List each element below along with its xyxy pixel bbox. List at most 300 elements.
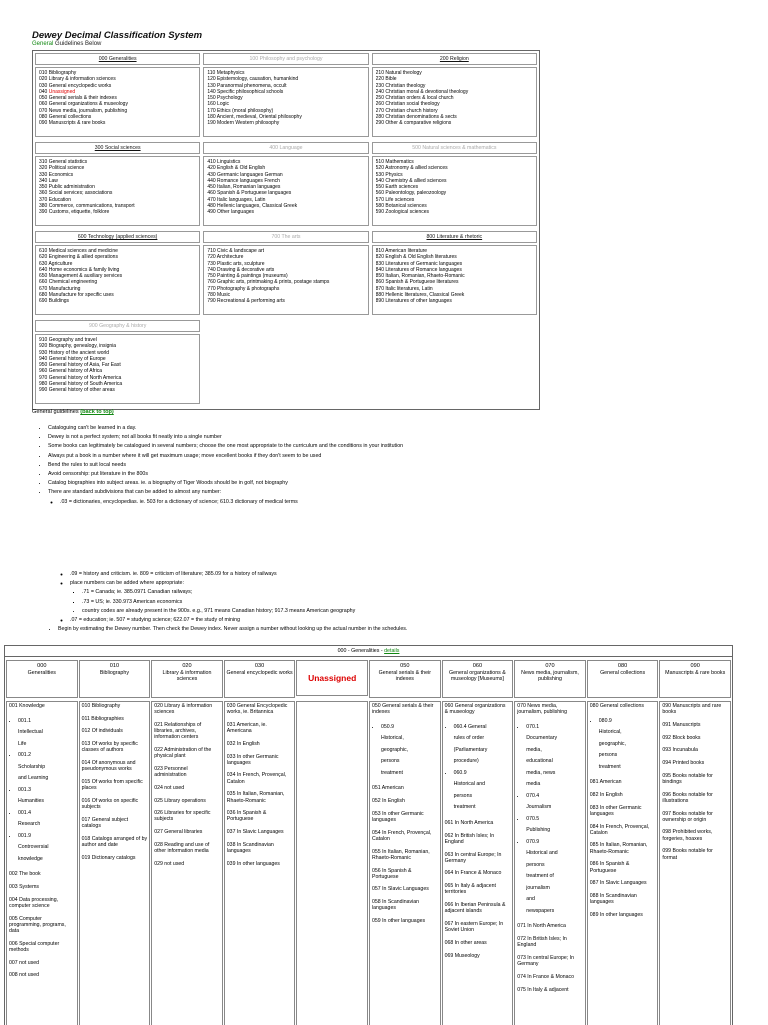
class-line: 610 Medical sciences and medicine xyxy=(39,248,118,254)
class-line: 560 Paleontology, paleozoology xyxy=(375,190,447,197)
detail-column-090 xyxy=(659,701,731,1025)
class-heading-500[interactable]: 500 Natural sciences & mathematics xyxy=(372,142,537,154)
class-line: 240 Christian moral & devotional theology xyxy=(375,88,469,95)
class-line: 470 Italic languages, Latin xyxy=(207,196,266,203)
detail-sublist xyxy=(590,716,656,774)
detail-entry: 034 In French, Provençal, Catalon xyxy=(226,772,287,785)
detail-sublist xyxy=(517,722,583,918)
detail-entry: 024 not used xyxy=(154,784,185,791)
detail-subentry: Publishing xyxy=(526,827,551,834)
detail-subentry: • 060.9 xyxy=(454,768,511,780)
detail-entry: 037 In Slavic Languages xyxy=(226,829,284,836)
detail-entry: 022 Administration of the physical plant xyxy=(154,747,212,760)
unassigned-label: Unassigned xyxy=(48,88,76,95)
detail-subentry: Research xyxy=(18,821,41,828)
list-item xyxy=(70,579,608,616)
detail-entry: 080 General collections xyxy=(589,703,645,709)
detail-entry: 075 In Italy & adjacent xyxy=(517,986,569,993)
list-item: • Catalog biographies into subject areas. ie. a biography of Tiger Woods should be in golf, not biography xyxy=(48,479,608,488)
detail-entry: 029 not used xyxy=(154,860,185,867)
class-line: 580 Botanical sciences xyxy=(375,203,427,210)
detail-entry: 026 Libraries for specific subjects xyxy=(154,810,211,823)
detail-subentry: Historical, xyxy=(380,735,404,742)
detail-entry: 033 In other Germanic languages xyxy=(226,753,279,766)
detail-entry: 054 In French, Provençal, Catalon xyxy=(371,829,432,842)
detail-entry: 006 Special computer methods xyxy=(9,940,60,953)
class-line: 310 General statistics xyxy=(39,159,88,165)
class-list-100 xyxy=(203,67,368,137)
class-line: 730 Plastic arts, sculpture xyxy=(207,260,265,267)
detail-entry: 072 In British Isles; In England xyxy=(517,936,567,949)
detail-subentry: Historical and xyxy=(526,850,558,857)
list-item: • Bend the rules to suit local needs xyxy=(48,461,608,470)
detail-sublist xyxy=(9,716,75,866)
class-list-300 xyxy=(35,156,200,226)
detail-entry: 061 In North America xyxy=(444,819,494,826)
detail-subentry: and xyxy=(526,896,535,903)
detail-col-code: 090 xyxy=(690,663,700,669)
detail-entry: 018 Catalogs arranged of by author and date xyxy=(81,835,148,848)
class-line: 460 Spanish & Portuguese languages xyxy=(207,190,292,197)
list-item: • Always put a book in a number where it will get maximum usage; move excellent books if they don't seem to be used xyxy=(48,452,608,461)
detail-col-name: Library & information sciences xyxy=(162,669,212,682)
detail-subentry: (Parliamentary xyxy=(453,746,488,753)
detail-col-name: News media, journalism, publishing xyxy=(521,669,579,682)
detail-entry: 083 In other Germanic languages xyxy=(589,804,642,817)
detail-subentry: media, news xyxy=(526,769,556,776)
class-heading-300[interactable]: 300 Social sciences xyxy=(35,142,200,154)
detail-entry: 030 General Encyclopedic works, ie. Britannica xyxy=(226,703,288,716)
detail-entry: 004 Data processing, computer science xyxy=(9,896,59,909)
detail-column-080 xyxy=(587,701,659,1025)
detail-entry: 031 American, ie. Americana xyxy=(226,721,267,735)
class-line: 620 Engineering & allied operations xyxy=(39,254,118,261)
detail-subentry: Life xyxy=(18,740,27,747)
class-list-500 xyxy=(372,156,537,226)
detail-entry: 017 General subject catalogs xyxy=(81,816,129,829)
detail-entry: 095 Books notable for bindings xyxy=(662,772,713,785)
detail-column-020 xyxy=(151,701,223,1025)
detail-col-code: 030 xyxy=(254,663,265,669)
detail-entry: 062 In British Isles; In England xyxy=(444,832,495,845)
detail-entry: 023 Personnel administration xyxy=(154,765,188,779)
detail-col-name: Manuscripts & rare books xyxy=(665,669,726,676)
class-line: 420 English & Old English xyxy=(207,165,266,172)
detail-banner-text: 000 - Generalities - xyxy=(337,648,385,654)
detail-body-row xyxy=(6,701,731,1025)
detail-entry: 066 In Iberian Peninsula & adjacent islands xyxy=(444,902,506,915)
class-line: 050 General serials & their indexes xyxy=(39,95,117,102)
empty-cell xyxy=(203,334,368,407)
class-line: 930 History of the ancient world xyxy=(39,349,110,356)
detail-entry: 039 In other languages xyxy=(226,860,280,867)
detail-subentry: • 001.4 xyxy=(18,808,75,820)
detail-entry: 020 Library & information sciences xyxy=(154,703,213,716)
class-line: 070 News media, journalism, publishing xyxy=(39,107,128,114)
list-item: • Dewey is not a perfect system; not all books fit neatly into a single number xyxy=(48,433,608,442)
class-line: 210 Natural theology xyxy=(375,70,422,76)
class-code: 040 xyxy=(39,88,49,95)
class-line: 330 Economics xyxy=(39,171,74,178)
detail-subentry: treatment of xyxy=(526,873,554,880)
detail-subentry: Controversial xyxy=(18,844,49,851)
detail-subentry: Humanities xyxy=(18,798,44,805)
class-list-000 xyxy=(35,67,200,137)
detail-entry: 073 In central Europe; In Germany xyxy=(517,955,574,968)
page-title: Dewey Decimal Classification System xyxy=(32,30,203,41)
detail-entry: 086 In Spanish & Portuguese xyxy=(589,861,630,874)
detail-subentry: and Learning xyxy=(18,775,49,782)
detail-entry: 060 General organizations & museology xyxy=(444,703,506,716)
list-item: • There are standard subdivisions that can be added to almost any number: xyxy=(48,488,608,497)
detail-entry: 015 Of works from specific places xyxy=(81,778,143,792)
class-line: 530 Physics xyxy=(375,171,403,178)
class-line: 480 Hellenic languages, Classical Greek xyxy=(207,203,298,210)
class-line: 720 Architecture xyxy=(207,254,244,261)
detail-sublist xyxy=(372,722,438,780)
detail-col-header-040: Unassigned xyxy=(296,660,368,696)
list-item: • Some books can legitimately be catalogued in several numbers; choose the one most appropriate to the curriculum and the conditions in your institution xyxy=(48,442,608,451)
detail-subentry: • 001.1 xyxy=(18,716,75,728)
detail-col-name: General organizations & museology [Museums] xyxy=(448,669,506,682)
guidelines-heading xyxy=(32,409,114,415)
detail-entry: 085 In Italian, Romanian, Rhaeto-Romanic xyxy=(589,842,648,855)
class-line: 940 General history of Europe xyxy=(39,355,106,362)
detail-entry: 092 Block books xyxy=(662,734,701,741)
list-item: ◦ .03 = dictionaries, encyclopedias. ie. 503 for a dictionary of science; 610.3 dictionary of medical terms xyxy=(60,498,608,507)
class-line: 640 Home economics & family living xyxy=(39,266,120,273)
list-item: ▪ .71 = Canada; ie. 385.0971 Canadian railways; xyxy=(82,588,608,597)
class-line: 250 Christian orders & local church xyxy=(375,95,454,102)
class-heading-800[interactable]: 800 Literature & rhetoric xyxy=(372,231,537,243)
detail-entry: 036 In Spanish & Portuguese xyxy=(226,810,267,823)
class-list-800 xyxy=(372,245,537,315)
detail-col-header-050 xyxy=(369,660,441,698)
class-line: 740 Drawing & decorative arts xyxy=(207,266,275,273)
detail-entry: 013 Of works by specific classes of authors xyxy=(81,741,138,754)
class-line: 770 Photography & photographs xyxy=(207,285,280,292)
detail-subentry: • 001.9 xyxy=(18,831,75,843)
detail-entry: 035 In Italian, Romanian, Rhaeto-Romanic xyxy=(226,791,285,804)
detail-entry: 038 In Scandinavian languages xyxy=(226,841,274,855)
list-item-text: place numbers can be added where appropriate: xyxy=(70,580,184,587)
class-line: 110 Metaphysics xyxy=(207,70,245,76)
class-line: 320 Political science xyxy=(39,165,85,172)
detail-entry: 002 The book xyxy=(9,871,41,878)
detail-entry: 007 not used xyxy=(9,959,39,966)
detail-entry: 016 Of works on specific subjects xyxy=(81,797,139,811)
detail-subentry: treatment xyxy=(598,763,621,770)
guidelines-list xyxy=(38,424,608,507)
detail-header-row xyxy=(6,660,731,698)
class-heading-000[interactable]: 000 Generalities xyxy=(35,53,200,65)
detail-entry: 098 Prohibited works, forgeries, hoaxes xyxy=(662,829,713,842)
detail-entry: 051 American xyxy=(371,785,404,792)
detail-subentry: Intellectual xyxy=(18,729,43,736)
page-subtitle xyxy=(32,41,101,47)
detail-col-header-010 xyxy=(79,660,151,698)
detail-entry: 093 Incunabula xyxy=(662,747,698,754)
detail-sublist xyxy=(445,722,511,814)
class-line: 590 Zoological sciences xyxy=(375,209,430,216)
class-line: 150 Psychology xyxy=(207,95,243,102)
class-heading-100[interactable]: 100 Philosophy and psychology xyxy=(203,53,368,65)
detail-entry: 056 In Spanish & Portuguese xyxy=(371,867,412,880)
detail-entry: 055 In Italian, Romanian, Rhaeto-Romanic xyxy=(371,848,430,861)
list-item xyxy=(48,570,608,625)
class-heading-900[interactable]: 900 Geography & history xyxy=(35,320,200,332)
detail-banner xyxy=(5,646,732,657)
list-item: • Avoid censorship: put literature in the 800s xyxy=(48,470,608,479)
detail-col-header-090 xyxy=(659,660,731,698)
empty-cell xyxy=(372,334,537,407)
class-line: 570 Life sciences xyxy=(375,196,415,203)
detail-col-header-000 xyxy=(6,660,78,698)
class-heading-600[interactable]: 600 Technology (applied sciences) xyxy=(35,231,200,243)
class-line: 370 Education xyxy=(39,196,71,203)
class-line: 980 General history of South America xyxy=(39,381,123,388)
detail-col-code: 050 xyxy=(400,663,410,669)
class-line: 020 Library & information sciences xyxy=(39,76,116,83)
detail-entry: 011 Bibliographies xyxy=(81,715,124,722)
class-line: 920 Biography, genealogy, insignia xyxy=(39,343,117,350)
detail-entry: 003 Systems xyxy=(9,883,39,890)
detail-subentry: Historical and xyxy=(453,781,486,788)
class-line: 670 Manufacturing xyxy=(39,285,81,292)
detail-column-000 xyxy=(6,701,78,1025)
detail-subentry: knowledge xyxy=(18,855,43,862)
class-line: 830 Literatures of Germanic languages xyxy=(375,260,463,267)
detail-col-code: 080 xyxy=(617,663,628,669)
class-line: 680 Manufacture for specific uses xyxy=(39,292,114,299)
class-line: 540 Chemistry & allied sciences xyxy=(375,177,447,184)
detail-entry: 094 Printed books xyxy=(662,760,705,767)
class-line: 090 Manuscripts & rare books xyxy=(39,120,106,127)
detail-col-code: 060 xyxy=(472,663,483,669)
detail-entry: 096 Books notable for illustrations xyxy=(662,791,713,804)
detail-entry: 068 In other areas xyxy=(444,939,487,946)
list-item: • country codes are already present in the 900s. e.g., 971 means Canadian history; 917.3 means American geography xyxy=(82,607,608,616)
class-list-900 xyxy=(35,334,200,404)
detail-col-header-060 xyxy=(442,660,514,698)
detail-subentry: media xyxy=(526,781,541,788)
class-line: 760 Graphic arts, printmaking & prints, postage stamps xyxy=(207,279,330,286)
detail-entry: 084 In French, Provençal, Catalon xyxy=(589,823,650,836)
class-line: 960 General history of Africa xyxy=(39,368,103,375)
detail-entry: 074 In France & Monaco xyxy=(517,973,574,980)
detail-subentry: newspapers xyxy=(526,907,555,914)
detail-entry: 067 In eastern Europe; In Soviet Union xyxy=(444,920,504,934)
detail-entry: 008 not used xyxy=(9,972,39,979)
empty-cell xyxy=(372,320,537,332)
detail-subentry: treatment xyxy=(453,804,476,811)
detail-col-name: General collections xyxy=(600,669,646,676)
class-line: 160 Logic xyxy=(207,101,230,108)
detail-subentry: media, xyxy=(526,746,542,753)
overview-grid xyxy=(32,50,540,410)
detail-col-code: 010 xyxy=(109,663,120,669)
class-line: 840 Literatures of Romance languages xyxy=(375,266,462,273)
list-item: ▪ .73 = US; ie. 330.973 American economics xyxy=(82,598,608,607)
class-line: 440 Romance languages French xyxy=(207,177,280,184)
detail-entry: 028 Reading and use of other information media xyxy=(154,841,210,855)
class-line: 130 Paranormal phenomena, occult xyxy=(207,82,287,89)
detail-column-060 xyxy=(442,701,514,1025)
detail-entry: 005 Computer programming, programs, data xyxy=(9,915,66,934)
detail-entry: 027 General libraries xyxy=(154,829,203,836)
detail-subentry: journalism xyxy=(526,884,550,891)
class-line: 170 Ethics (moral philosophy) xyxy=(207,107,274,114)
class-line: 870 Italic literatures, Latin xyxy=(375,285,433,292)
class-line: 750 Painting & paintings (museums) xyxy=(207,273,288,280)
detail-entry: 071 In North America xyxy=(517,923,566,930)
detail-column-010 xyxy=(79,701,151,1025)
detail-col-code: 070 xyxy=(545,663,555,669)
class-line: 790 Recreational & performing arts xyxy=(207,298,285,305)
class-list-400 xyxy=(203,156,368,226)
details-link[interactable]: details xyxy=(384,648,400,654)
detail-col-code: 000 xyxy=(37,663,47,669)
detail-subentry: • 070.9 xyxy=(526,837,583,849)
empty-cell xyxy=(203,320,368,332)
detail-entry: 081 American xyxy=(589,779,622,786)
class-line: 780 Music xyxy=(207,292,231,299)
class-line: 820 English & Old English literatures xyxy=(375,254,457,261)
class-list-700 xyxy=(203,245,368,315)
class-line: 410 Linguistics xyxy=(207,159,241,165)
class-line: 970 General history of North America xyxy=(39,374,122,381)
class-heading-200[interactable]: 200 Religion xyxy=(372,53,537,65)
class-line: 710 Civic & landscape art xyxy=(207,248,265,254)
class-line: 490 Other languages xyxy=(207,209,255,216)
class-line: 510 Mathematics xyxy=(375,159,414,165)
class-line: 360 Social services; associations xyxy=(39,190,113,197)
detail-subentry: • 001.2 xyxy=(18,750,75,762)
detail-col-name: General serials & their indexes xyxy=(378,669,431,682)
class-line: 690 Buildings xyxy=(39,298,70,305)
detail-col-name: Bibliography xyxy=(99,669,129,676)
detail-entry: 091 Manuscripts xyxy=(662,721,701,728)
subtitle-text: Guidelines Below xyxy=(53,41,102,47)
list-item xyxy=(48,498,608,507)
detail-entry: 082 In English xyxy=(589,791,623,798)
detail-entry: 088 In Scandinavian languages xyxy=(589,892,637,906)
class-line: 340 Law xyxy=(39,177,58,184)
class-line: 880 Hellenic literatures, Classical Greek xyxy=(375,292,465,299)
class-heading-700[interactable]: 700 The arts xyxy=(203,231,368,243)
class-line: 280 Christian denominations & sects xyxy=(375,114,457,121)
back-to-top-link[interactable]: (back to top) xyxy=(80,409,114,415)
class-line: 810 American literature xyxy=(375,248,428,254)
detail-subentry: • 080.9 xyxy=(599,716,656,728)
detail-subentry: • 070.1 xyxy=(526,722,583,734)
class-line: 030 General encyclopedic works xyxy=(39,82,112,89)
class-line: 060 General organizations & museology xyxy=(39,101,128,108)
class-line: 450 Italian, Romanian languages xyxy=(207,184,281,191)
detail-column-040 xyxy=(296,701,368,1025)
detail-subentry: Documentary xyxy=(526,735,558,742)
detail-entry: 010 Bibliography xyxy=(81,703,121,709)
general-link[interactable]: General xyxy=(32,41,54,47)
class-line: 650 Management & auxiliary services xyxy=(39,273,123,280)
detail-subentry: persons xyxy=(526,861,545,868)
detail-entry: 087 In Slavic Languages xyxy=(589,880,647,887)
class-line: 910 Geography and travel xyxy=(39,337,97,343)
class-list-600 xyxy=(35,245,200,315)
class-line: 850 Italian, Romanian, Rhaeto-Romanic xyxy=(375,273,465,280)
class-line: 630 Agriculture xyxy=(39,260,73,267)
class-line: 260 Christian social theology xyxy=(375,101,440,108)
class-line: 080 General collections xyxy=(39,114,92,121)
guidelines-title: General guidelines xyxy=(32,409,79,415)
detail-subentry: • 050.9 xyxy=(381,722,438,734)
class-heading-400[interactable]: 400 Language xyxy=(203,142,368,154)
detail-entry: 032 In English xyxy=(226,740,260,747)
detail-table xyxy=(4,645,733,1025)
detail-entry: 065 In Italy & adjacent territories xyxy=(444,883,496,896)
guidelines-list-continued xyxy=(38,570,608,634)
class-line: 890 Literatures of other languages xyxy=(375,298,452,305)
detail-column-050 xyxy=(369,701,441,1025)
detail-subentry: persons xyxy=(380,758,400,765)
detail-subentry: • 070.5 xyxy=(526,814,583,826)
detail-subentry: Historical, xyxy=(598,729,622,736)
detail-subentry: treatment xyxy=(380,769,403,776)
list-item: • Cataloguing can't be learned in a day. xyxy=(48,424,608,433)
detail-subentry: Journalism xyxy=(526,804,552,811)
class-line: 380 Commerce, communications, transport xyxy=(39,203,135,210)
class-line: 190 Modern Western philosophy xyxy=(207,120,280,127)
detail-entry: 059 In other languages xyxy=(371,918,426,925)
detail-entry: 019 Dictionary catalogs xyxy=(81,854,136,861)
detail-entry: 058 In Scandinavian languages xyxy=(371,899,419,912)
detail-entry: 099 Books notable for format xyxy=(662,848,713,861)
detail-entry: 057 In Slavic Languages xyxy=(371,886,429,893)
detail-subentry: geographic, xyxy=(598,740,626,747)
detail-entry: 021 Relationships of libraries, archives, information centers xyxy=(154,721,202,741)
class-line: 990 General history of other areas xyxy=(39,387,115,394)
detail-entry: 063 In central Europe; In Germany xyxy=(444,851,502,864)
class-line: 270 Christian church history xyxy=(375,107,438,114)
detail-col-code: 020 xyxy=(182,663,192,669)
detail-entry: 090 Manuscripts and rare books xyxy=(662,703,722,716)
detail-col-name: Generalities xyxy=(27,669,56,676)
detail-entry: 052 In English xyxy=(371,798,405,805)
detail-subentry: procedure) xyxy=(453,758,479,765)
detail-column-070 xyxy=(514,701,586,1025)
detail-entry: 014 Of anonymous and pseudonymous works xyxy=(81,760,136,773)
detail-col-header-070 xyxy=(514,660,586,698)
class-line: 860 Spanish & Portuguese literatures xyxy=(375,279,459,286)
class-line: 550 Earth sciences xyxy=(375,184,419,191)
detail-entry: 001 Knowledge xyxy=(9,703,45,709)
detail-entry: 097 Books notable for ownership or origin xyxy=(662,810,713,823)
class-line: 230 Christian theology xyxy=(375,82,426,89)
detail-entry: 012 Of individuals xyxy=(81,728,123,735)
class-line: 430 Germanic languages German xyxy=(207,171,283,178)
class-line: 520 Astronomy & allied sciences xyxy=(375,165,448,172)
list-item: ◦ .07 = education; ie. 507 = studying science; 622.07 = the study of mining xyxy=(70,616,608,625)
detail-entry: 025 Library operations xyxy=(154,797,206,804)
class-line: 350 Public administration xyxy=(39,184,95,191)
class-line: 950 General history of Asia, Far East xyxy=(39,362,121,369)
detail-entry: 053 In other Germanic languages xyxy=(371,810,424,824)
detail-entry: 069 Museology xyxy=(444,952,480,959)
class-line: 120 Epistemology, causation, humankind xyxy=(207,76,299,83)
detail-entry: 050 General serials & their indexes xyxy=(371,703,434,716)
detail-subentry: • 070.4 xyxy=(526,791,583,803)
detail-subentry: • 001.3 xyxy=(18,785,75,797)
